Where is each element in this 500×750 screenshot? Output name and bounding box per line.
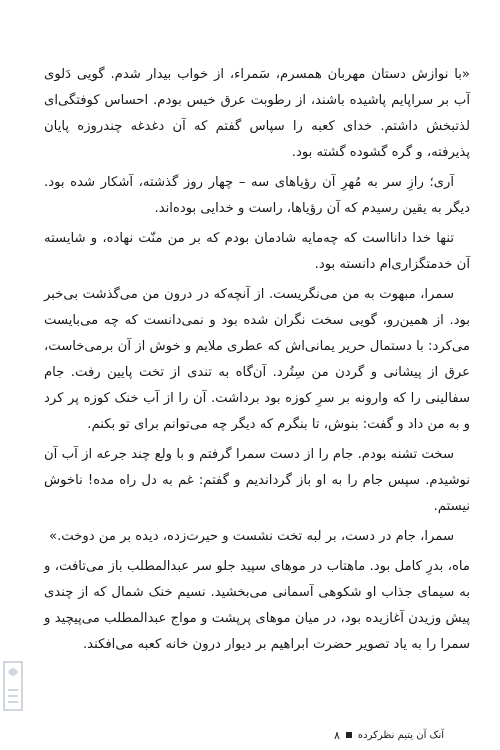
paragraph-4: سمرا، مبهوت به من می‌نگریست. از آنچه‌که در درون من می‌گذشت بی‌خبر بود. از همین‌رو، گویی سخت نگران شده بود و نمی‌دانست که چه می‌بایست می‌کرد: با دستمال حریر یمانی‌اش که عطری ملایم و خوش از آن برمی‌خاست، عرق از پیشانی و گردن من سِتُرد. آن‌گاه به تندی از تخت پایین رفت. جام سفالینی را که وارونه بر سرِ کوزه بود برداشت. آن را از آب خنک کوزه پر کرد و به من داد و گفت: بنوش، تا بنگرم که دیگر چه می‌توانم برای تو بکنم. [44, 287, 470, 432]
running-title: آنک آن یتیم نظرکرده [357, 729, 445, 741]
square-bullet-icon [346, 732, 352, 738]
paragraph-6: سمرا، جام در دست، بر لبه تخت نشست و حیرت‌زده، دیده بر من دوخت.» [49, 529, 454, 544]
paragraph-2: آری؛ رازِ سر به مُهرِ آن رؤیاهای سه – چهار روز گذشته، آشکار شده بود. دیگر به یقین رسیدم که آن رؤیاها، راست و خدایی بوده‌اند. [44, 175, 470, 216]
body-text [44, 62, 470, 662]
page-footer [334, 727, 474, 743]
paragraph-3: تنها خدا دانااست که چه‌مایه شادمان بودم که بر من منّت نهاده، و شایسته آن خدمتگزاری‌ام دانسته بود. [44, 231, 470, 272]
paragraph-7: ماه، بدرِ کامل بود. ماهتاب در موهای سپید جلو سر عبدالمطلب باز می‌تافت، و به سیمای جذاب او شکوهی آسمانی می‌بخشید. نسیم خنک شمال که از چندی پیش وزیدن آغازیده بود، در میان موهای پرپشت و مواج عبدالمطلب می‌پیچید و سمرا را به یاد تصویر حضرت ابراهیم بر دیوار درون خانه کعبه می‌افکند. [44, 559, 470, 652]
paragraph-1: «با نوازش دستان مهربان همسرم، سَمراء، از خواب بیدار شدم. گویی دَلوی آب بر سراپایم پاشیده باشند، از رطوبت عرق خیس بودم. احساس کوفتگی‌ای لذتبخش داشتم. خدای کعبه را سپاس گفتم که آن دغدغه چندروزه پایان پذیرفته، و گره گشوده گشته بود. [44, 67, 470, 160]
paragraph-5: سخت تشنه بودم. جام را از دست سمرا گرفتم و با ولع چند جرعه از آب آن نوشیدم. سپس جام را به او باز گرداندیم و گفتم: غم به دل راه مده! ناخوش نیستم. [44, 447, 470, 514]
page-number: ۸ [334, 728, 340, 742]
watermark-logo-icon [0, 654, 26, 718]
